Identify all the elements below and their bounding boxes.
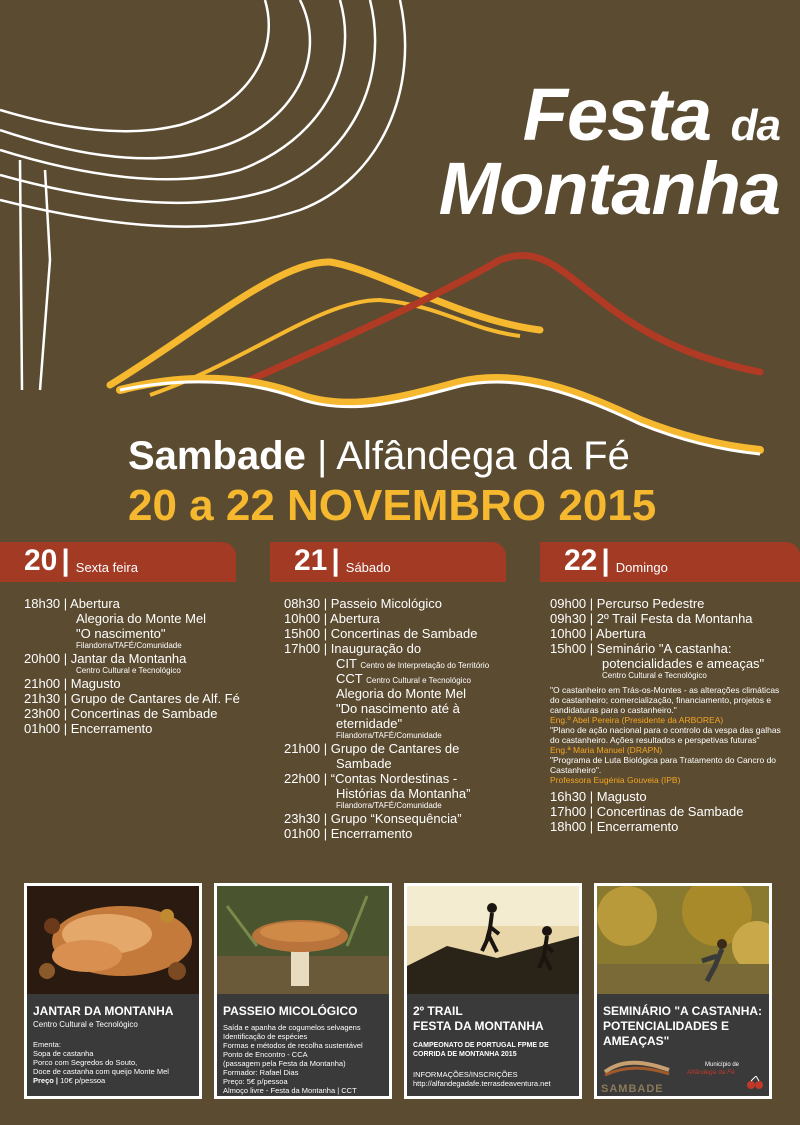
- day-divider: |: [601, 544, 610, 577]
- schedule-item: 20h00 | Jantar da Montanha: [24, 651, 187, 666]
- price-value: 10€ p/pessoa: [60, 1076, 106, 1085]
- seminar-topic: "O castanheiro em Trás-os-Montes - as alterações climáticas do castanheiro; comercialização, financiamento, projetos e candidaturas para o castanheiro.": [550, 685, 780, 715]
- card-line: Preço: 5€ p/pessoa: [223, 1077, 288, 1086]
- schedule-item: 10h00 | Abertura: [550, 626, 646, 641]
- card-seminario: [594, 883, 772, 1099]
- title-festa: Festa: [522, 73, 712, 156]
- info-label: INFORMAÇÕES/INSCRIÇÕES: [413, 1070, 518, 1079]
- location-town: Alfândega da Fé: [336, 434, 630, 478]
- title-montanha: Montanha: [438, 147, 780, 230]
- card-line: (passagem pela Festa da Montanha): [223, 1059, 346, 1068]
- day-number: 21: [294, 544, 328, 577]
- schedule-item: 21h00 | Magusto: [24, 676, 121, 691]
- schedule-item: [284, 656, 534, 671]
- card-body: [413, 1070, 551, 1088]
- mushroom-photo: [217, 886, 389, 994]
- schedule-item: Histórias da Montanha”: [336, 786, 471, 801]
- schedule-item: 10h00 | Abertura: [284, 611, 380, 626]
- day-number: 22: [564, 544, 598, 577]
- card-title: [603, 1004, 762, 1049]
- schedule-note: Centro Cultural e Tecnológico: [602, 671, 707, 680]
- schedule-item: [284, 671, 534, 686]
- menu-item: Porco com Segredos do Souto,: [33, 1058, 138, 1067]
- schedule-item: 01h00 | Encerramento: [284, 826, 413, 841]
- schedule-item: 18h30 | Abertura: [24, 596, 120, 611]
- menu-label: Ementa:: [33, 1040, 61, 1049]
- seminar-speaker: Professora Eugénia Gouveia (IPB): [550, 775, 681, 785]
- price-label: Preço |: [33, 1076, 59, 1085]
- cherry-icon: [745, 1076, 765, 1090]
- card-title-line: 2º TRAIL: [413, 1004, 463, 1018]
- card-line: Identificação de espécies: [223, 1032, 308, 1041]
- day-header-20: [0, 542, 236, 582]
- schedule-item: "O nascimento": [76, 626, 166, 641]
- day-name: Sexta feira: [75, 560, 138, 575]
- location-village: Sambade: [128, 434, 306, 478]
- event-dates: 20 a 22 NOVEMBRO 2015: [128, 481, 657, 530]
- schedule-item: eternidade": [336, 716, 403, 731]
- schedule-item: 01h00 | Encerramento: [24, 721, 153, 736]
- card-subtitle-line: CAMPEONATO DE PORTUGAL FPME DE: [413, 1042, 549, 1049]
- day-header-22: [540, 542, 800, 582]
- card-title-line: POTENCIALIDADES E: [603, 1019, 730, 1033]
- schedule-item: 21h00 | Grupo de Cantares de: [284, 741, 460, 756]
- schedule-item: 09h00 | Percurso Pedestre: [550, 596, 705, 611]
- card-trail: [404, 883, 582, 1099]
- schedule-item: Alegoria do Monte Mel: [76, 611, 207, 626]
- trail-runners-photo: [407, 886, 579, 994]
- location-line: [128, 436, 630, 476]
- schedule-item: potencialidades e ameaças": [602, 656, 765, 671]
- schedule-note: Filandorra/TAFÉ/Comunidade: [336, 801, 442, 810]
- card-line: Ponto de Encontro - CCA: [223, 1050, 308, 1059]
- card-line: Formador: Rafael Dias: [223, 1068, 299, 1077]
- schedule-item: "Do nascimento até à: [336, 701, 460, 716]
- schedule-note: Filandorra/TAFÉ/Comunidade: [76, 641, 182, 650]
- sambade-logo: [601, 1058, 673, 1094]
- cct-name: Centro Cultural e Tecnológico: [366, 676, 471, 685]
- schedule-item: 08h30 | Passeio Micológico: [284, 596, 443, 611]
- municipality-name: Alfândega da Fé: [687, 1069, 735, 1076]
- sambade-logo-text: SAMBADE: [601, 1083, 664, 1095]
- cit-acronym: CIT: [336, 656, 357, 671]
- schedule-day-22: [550, 596, 790, 834]
- schedule-item: 21h30 | Grupo de Cantares de Alf. Fé: [24, 691, 240, 706]
- day-name: Domingo: [615, 560, 668, 575]
- price-line: [33, 1076, 169, 1085]
- card-line: Formas e métodos de recolha sustentável: [223, 1041, 363, 1050]
- card-title: [413, 1004, 544, 1034]
- schedule-item: 17h00 | Concertinas de Sambade: [550, 804, 744, 819]
- schedule-item: Sambade: [336, 756, 392, 771]
- schedule-item: 23h30 | Grupo “Konsequência”: [284, 811, 462, 826]
- card-subtitle-line: CORRIDA DE MONTANHA 2015: [413, 1051, 517, 1058]
- card-title-line: SEMINÁRIO "A CASTANHA:: [603, 1004, 763, 1018]
- schedule-item: 17h00 | Inauguração do: [284, 641, 422, 656]
- card-body: [223, 1023, 363, 1095]
- day-header-21: [270, 542, 506, 582]
- schedule-item: 15h00 | Concertinas de Sambade: [284, 626, 478, 641]
- seminar-speaker: Eng.ª Maria Manuel (DRAPN): [550, 745, 663, 755]
- seminar-speaker: Eng.º Abel Pereira (Presidente da ARBOREA): [550, 715, 724, 725]
- card-line: Almoço livre - Festa da Montanha | CCT: [223, 1086, 357, 1095]
- day-name: Sábado: [345, 560, 391, 575]
- schedule-item: Alegoria do Monte Mel: [336, 686, 467, 701]
- menu-item: Sopa de castanha: [33, 1049, 94, 1058]
- chestnut-forest-photo: [597, 886, 769, 994]
- info-url[interactable]: http://alfandegadafe.terrasdeaventura.net: [413, 1079, 551, 1088]
- schedule-item: 22h00 | “Contas Nordestinas -: [284, 771, 458, 786]
- card-title-line: AMEAÇAS": [603, 1034, 670, 1048]
- card-subtitle: [413, 1041, 549, 1059]
- card-body: [33, 1040, 169, 1085]
- dinner-photo: [27, 886, 199, 994]
- schedule-day-20: [24, 596, 274, 736]
- municipality-logo: [687, 1062, 767, 1094]
- schedule-item: 09h30 | 2º Trail Festa da Montanha: [550, 611, 753, 626]
- card-title: PASSEIO MICOLÓGICO: [223, 1004, 358, 1018]
- day-divider: |: [331, 544, 340, 577]
- mountain-tree-artwork: [0, 0, 800, 460]
- card-line: Saída e apanha de cogumelos selvagens: [223, 1023, 361, 1032]
- card-title-line: FESTA DA MONTANHA: [413, 1019, 544, 1033]
- seminar-topic: "Programa de Luta Biológica para Tratamento do Cancro do Castanheiro".: [550, 755, 777, 775]
- day-number: 20: [24, 544, 58, 577]
- schedule-item: 23h00 | Concertinas de Sambade: [24, 706, 218, 721]
- schedule-item: 16h30 | Magusto: [550, 789, 647, 804]
- schedule-note: Centro Cultural e Tecnológico: [76, 666, 181, 675]
- cit-name: Centro de Interpretação do Território: [360, 661, 490, 670]
- municipality-label: Município de: [705, 1062, 740, 1068]
- cct-acronym: CCT: [336, 671, 363, 686]
- schedule-note: Filandorra/TAFÉ/Comunidade: [336, 731, 442, 740]
- card-passeio: [214, 883, 392, 1099]
- sambade-logo-icon: [601, 1058, 673, 1078]
- day-divider: |: [61, 544, 70, 577]
- card-title: JANTAR DA MONTANHA: [33, 1004, 174, 1018]
- menu-item: Doce de castanha com queijo Monte Mel: [33, 1067, 169, 1076]
- card-subtitle: Centro Cultural e Tecnológico: [33, 1020, 138, 1029]
- seminar-topic: "Plano de ação nacional para o controlo da vespa das galhas do castanheiro. Ações resultados e perspetivas futuras": [550, 725, 781, 745]
- schedule-day-21: [284, 596, 534, 841]
- schedule-item: 15h00 | Seminário "A castanha:: [550, 641, 732, 656]
- title-da: da: [730, 101, 780, 150]
- schedule-item: 18h00 | Encerramento: [550, 819, 679, 834]
- title-festa-da: [522, 73, 780, 156]
- card-jantar: [24, 883, 202, 1099]
- location-separator: |: [316, 434, 328, 478]
